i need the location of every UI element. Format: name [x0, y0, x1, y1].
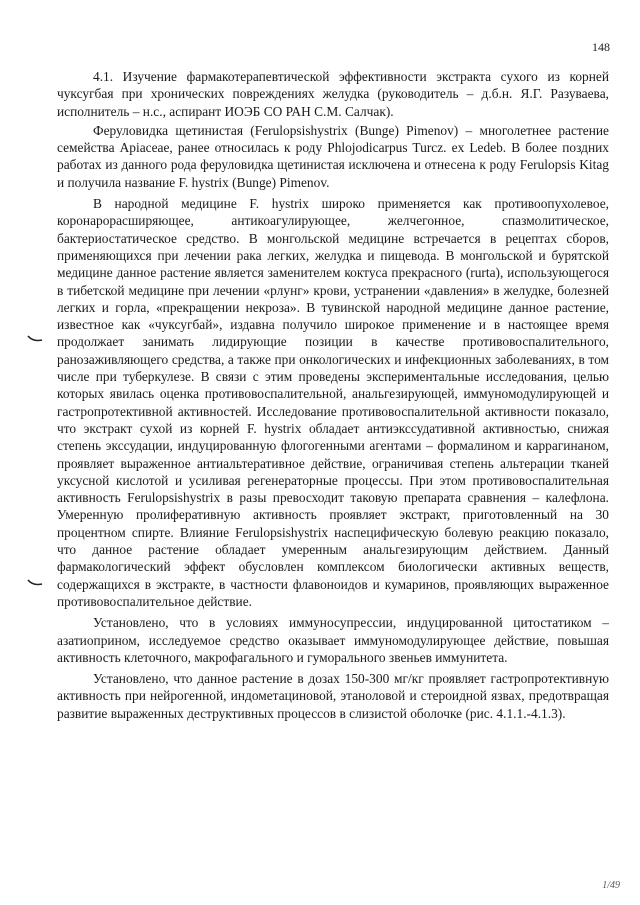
page-body: [57, 68, 609, 722]
body-paragraph: В народной медицине F. hystrix широко применяется как противоопухолевое, коронарорасширяющее, антикоагулирующее, желчегонное, спазмолитическое, бактериостатическое средство. В монгольской медицине встречается в рецептах сборов, применяющихся при лечении рака легких, желудка и пищевода. В монгольской и бурятской медицине данное растение является заменителем коктуса прекрасного (rurta), использующегося в тибетской медицине при лечении «рлунг» крови, устранении «давления» в желудке, болезней легких и горла, «прекращении некроза». В тувинской народной медицине данное растение, известное как «чуксугбай», издавна получило широкое применение и в настоящее время продолжает занимать лидирующие позиции в качестве противовоспалительного, ранозаживляющего средства, а также при онкологических и инфекционных заболеваниях, в том числе при туберкулезе. В связи с этим проведены экспериментальные исследования, целью которых явилась оценка противовоспалительной, анальгезирующей, иммуномодулирующей и гастропротективной активностей. Исследование противовоспалительной активности показало, что экстракт сухой из корней F. hystrix обладает антиэкссудативной активностью, снижая степень экссудации, индуцированную флогогенными агентами – формалином и каррагинаном, проявляет выраженное антиальтеративное действие, ограничивая степень альтерации тканей уксусной кислотой и усиливая регенераторные процессы. При этом противовоспалительная активность Ferulopsishystrix в разы превосходит таковую препарата сравнения – калефлона. Умеренную пролиферативную активность проявляет экстракт, приготовленный на 30 процентном спирте. Влияние Ferulopsishystrix наспецифическую болевую реакцию показало, что данное растение обладает умеренным анальгезирующим действием. Данный фармакологический эффект обусловлен комплексом биологически активных веществ, содержащихся в экстракте, в частности флавоноидов и кумаринов, проявляющих выраженное противовоспалительное действие.: [57, 196, 609, 609]
margin-check-mark-icon: [27, 334, 43, 344]
body-paragraph: Феруловидка щетинистая (Ferulopsishystrix (Bunge) Pimenov) – многолетнее растение семейства Apiaceae, ранее относилась к роду Phlojodicarpus Turcz. ex Ledeb. В более поздних работах из данного рода феруловидка щетинистая исключена и отнесена к роду Ferulopsis Kitag и получила название F. hystrix (Bunge) Pimenov.: [57, 122, 609, 190]
section-heading-paragraph: 4.1. Изучение фармакотерапевтической эффективности экстракта сухого из корней чуксугбая при хронических повреждениях желудка (руководитель – д.б.н. Я.Г. Разуваева, исполнитель – н.с., аспирант ИОЭБ СО РАН С.М. Салчак).: [57, 69, 609, 119]
body-paragraph: Установлено, что в условиях иммуносупрессии, индуцированной цитостатиком – азатиоприном, исследуемое средство оказывает иммуномодулирующее действие, повышая активность клеточного, макрофагального и гуморального звеньев иммунитета.: [57, 615, 609, 665]
handwritten-page-note: 1/49: [602, 880, 620, 891]
page-number: 148: [592, 40, 610, 54]
margin-check-mark-icon: [27, 578, 43, 588]
body-paragraph: Установлено, что данное растение в дозах 150-300 мг/кг проявляет гастропротективную активность при нейрогенной, индометациновой, этаноловой и стероидной язвах, предотвращая развитие выраженных деструктивных процессов в слизистой оболочке (рис. 4.1.1.-4.1.3).: [57, 671, 609, 721]
